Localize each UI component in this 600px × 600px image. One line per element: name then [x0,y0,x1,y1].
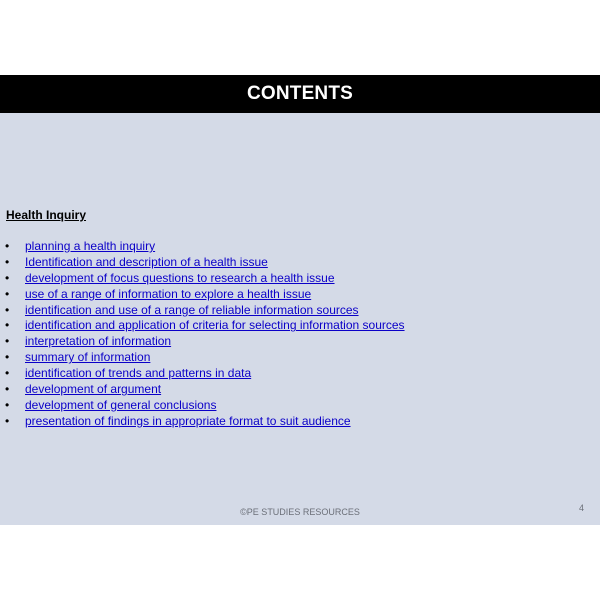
slide [0,75,600,525]
topic-link[interactable]: use of a range of information to explore a health issue [25,286,312,301]
bullet-icon: • [5,286,10,301]
bullet-icon: • [5,239,10,253]
footer-copyright: ©PE STUDIES RESOURCES [240,507,360,517]
topic-link[interactable]: identification and use of a range of reliable information sources [25,302,359,317]
topic-link[interactable]: Identification and description of a health issue [25,254,268,269]
bullet-icon: • [5,350,10,365]
topic-link[interactable]: planning a health inquiry [25,239,156,253]
bullet-icon: • [5,302,10,317]
topic-link[interactable]: identification and application of criteria for selecting information sources [25,318,405,333]
section-heading: Health Inquiry [6,208,87,222]
bullet-icon: • [5,334,10,349]
topic-link[interactable]: development of general conclusions [25,397,217,412]
topic-link[interactable]: development of argument [25,382,162,397]
topic-link[interactable]: interpretation of information [25,334,172,349]
page-number: 4 [578,503,584,513]
topic-link[interactable]: presentation of findings in appropriate format to suit audience [25,413,351,428]
bullet-icon: • [5,270,10,285]
bullet-icon: • [5,397,10,412]
header-bar [0,75,600,113]
bullet-icon: • [5,413,10,428]
bullet-icon: • [5,318,10,333]
page-title: CONTENTS [246,83,354,104]
bullet-icon: • [5,254,10,269]
bullet-icon: • [5,382,10,397]
topic-link[interactable]: development of focus questions to research a health issue [25,270,335,285]
topic-link[interactable]: summary of information [25,350,151,365]
bullet-icon: • [5,366,10,381]
topic-link[interactable]: identification of trends and patterns in data [25,366,252,381]
